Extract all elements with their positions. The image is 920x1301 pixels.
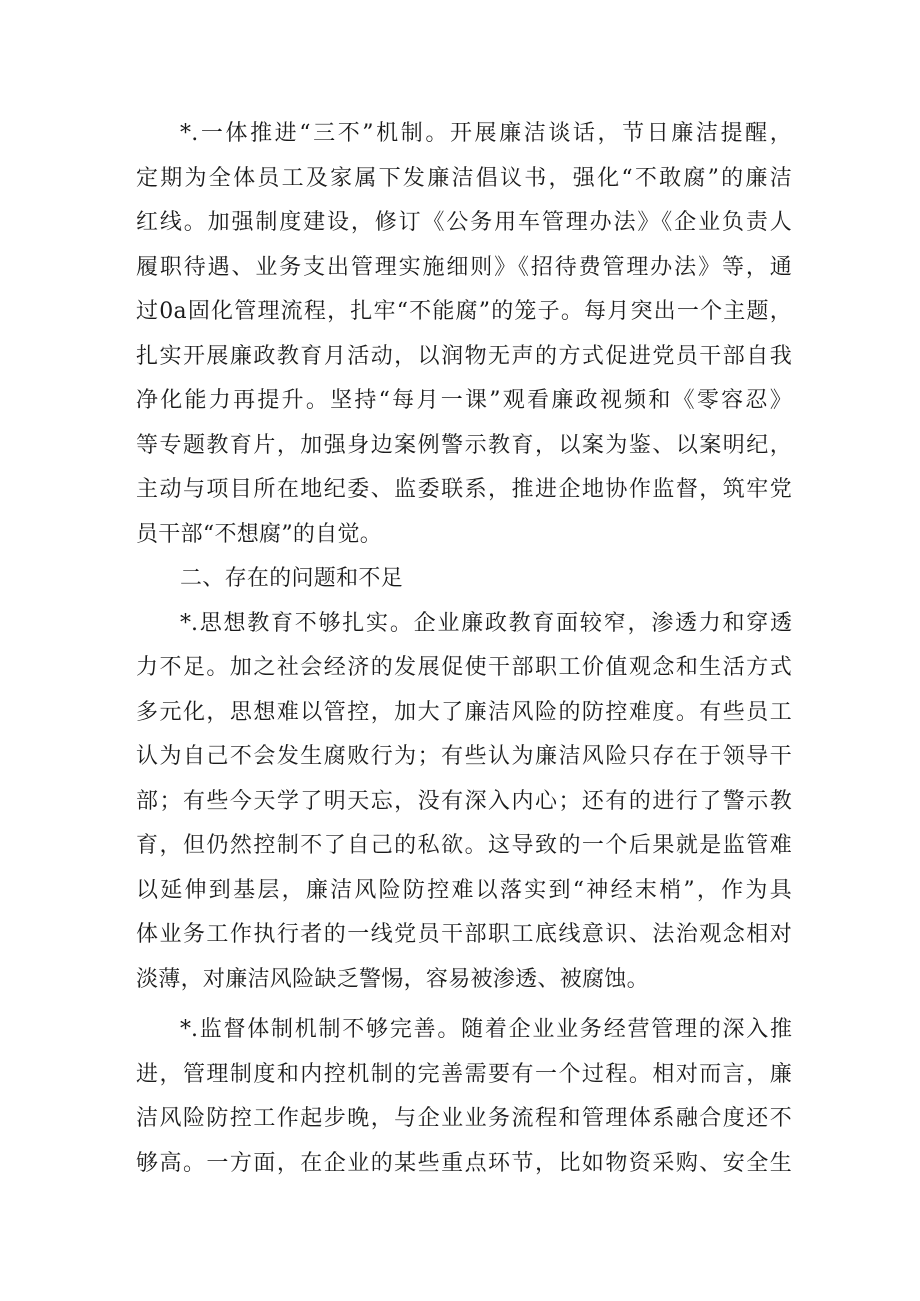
text-line: 等专题教育片，加强身边案例警示教育，以案为鉴、以案明纪， xyxy=(136,432,792,458)
text-line: 履职待遇、业务支出管理实施细则》《招待费管理办法》等，通 xyxy=(136,254,792,280)
heading-text: 二、存在的问题和不足 xyxy=(180,566,404,591)
text-line: 进，管理制度和内控机制的完善需要有一个过程。相对而言，廉 xyxy=(136,1061,792,1087)
text-line: 以延伸到基层，廉洁风险防控难以落实到“神经末梢”，作为具 xyxy=(136,877,792,903)
document-body xyxy=(136,112,792,1186)
text-line: 够高。一方面，在企业的某些重点环节，比如物资采购、安全生 xyxy=(136,1150,792,1176)
section-heading-problems xyxy=(136,557,792,602)
text-line: *.思想教育不够扎实。企业廉政教育面较窄，渗透力和穿透 xyxy=(180,610,792,636)
text-line: 过0a固化管理流程，扎牢“不能腐”的笼子。每月突出一个主题， xyxy=(136,299,792,324)
paragraph-ideological-education xyxy=(136,602,792,1003)
text-line: 员干部“不想腐”的自觉。 xyxy=(136,521,383,547)
text-line: 体业务工作执行者的一线党员干部职工底线意识、法治观念相对 xyxy=(136,922,792,947)
text-line: *.一体推进“三不”机制。开展廉洁谈话，节日廉洁提醒， xyxy=(180,121,792,146)
text-line: 淡薄，对廉洁风险缺乏警惕，容易被渗透、被腐蚀。 xyxy=(136,966,649,992)
paragraph-mechanism xyxy=(136,112,792,557)
text-line: 定期为全体员工及家属下发廉洁倡议书，强化“不敢腐”的廉洁 xyxy=(136,165,792,191)
text-line: 红线。加强制度建设，修订《公务用车管理办法》《企业负责人 xyxy=(136,210,792,235)
text-line: 主动与项目所在地纪委、监委联系，推进企地协作监督，筑牢党 xyxy=(136,477,792,502)
text-line: 净化能力再提升。坚持“每月一课”观看廉政视频和《零容忍》 xyxy=(136,388,792,413)
text-line: 部；有些今天学了明天忘，没有深入内心；还有的进行了警示教 xyxy=(136,788,792,814)
text-line: 育，但仍然控制不了自己的私欲。这导致的一个后果就是监管难 xyxy=(136,833,792,858)
text-line: 力不足。加之社会经济的发展促使干部职工价值观念和生活方式 xyxy=(136,655,792,680)
text-line: 认为自己不会发生腐败行为；有些认为廉洁风险只存在于领导干 xyxy=(136,744,792,769)
text-line: 洁风险防控工作起步晚，与企业业务流程和管理体系融合度还不 xyxy=(136,1106,792,1131)
text-line: *.监督体制机制不够完善。随着企业业务经营管理的深入推 xyxy=(180,1017,792,1042)
text-line: 多元化，思想难以管控，加大了廉洁风险的防控难度。有些员工 xyxy=(136,699,792,725)
paragraph-supervision-mechanism xyxy=(136,1008,792,1186)
text-line: 扎实开展廉政教育月活动，以润物无声的方式促进党员干部自我 xyxy=(136,343,792,369)
